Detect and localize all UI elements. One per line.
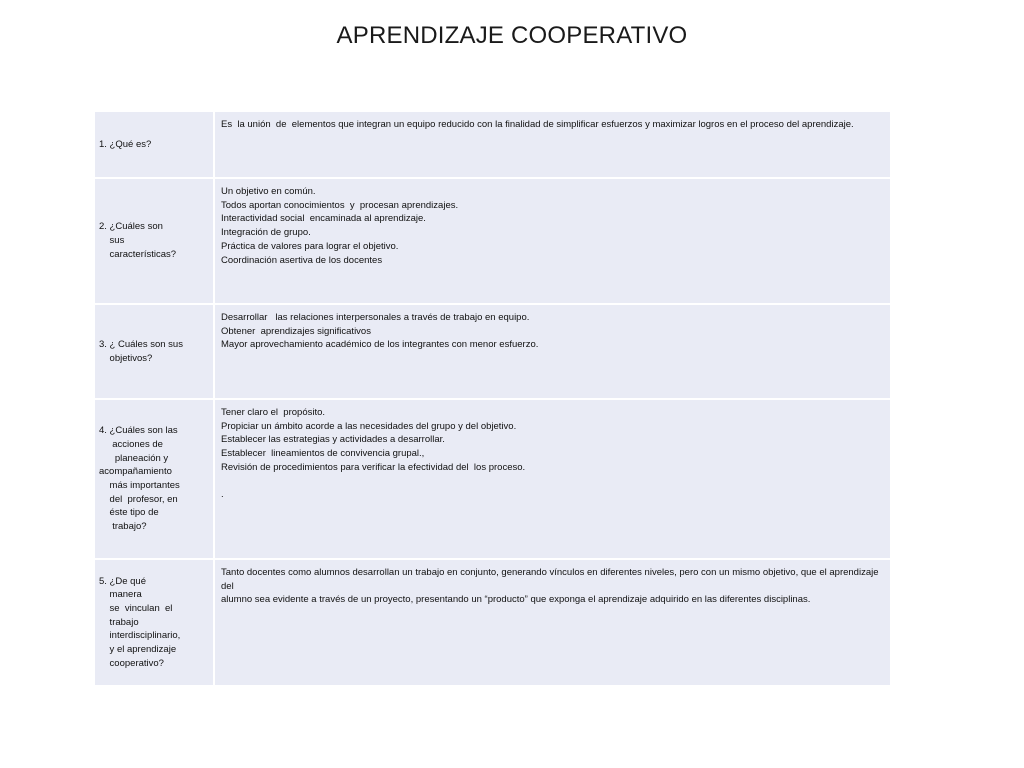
answer-text: Un objetivo en común. xyxy=(221,186,316,197)
question-text: más importantes xyxy=(99,480,180,491)
question-cell xyxy=(94,559,214,686)
question-text: 5. ¿De qué xyxy=(99,575,146,587)
content-table xyxy=(93,110,892,687)
question-text: planeación y xyxy=(99,452,169,464)
table-row xyxy=(94,399,891,559)
question-cell xyxy=(94,399,214,559)
answer-cell xyxy=(214,399,891,559)
page-title: APRENDIZAJE COOPERATIVO xyxy=(336,22,688,49)
question-text: manera xyxy=(99,589,142,601)
table-row xyxy=(94,304,891,399)
answer-text: Tanto docentes como alumnos desarrollan un trabajo en conjunto, generando vínculos en diferentes niveles, pero con un mismo objetivo, que el aprendizaje del xyxy=(221,567,882,592)
answer-cell xyxy=(214,559,891,686)
table-row xyxy=(94,559,891,686)
table-row xyxy=(94,178,891,304)
answer-cell xyxy=(214,111,891,178)
answer-text: Establecer las estrategias y actividades a desarrollar. xyxy=(221,434,445,446)
question-text: éste tipo de xyxy=(99,507,159,519)
question-text: sus xyxy=(99,235,125,247)
question-text: trabajo? xyxy=(99,521,147,533)
answer-text: Mayor aprovechamiento académico de los integrantes con menor esfuerzo. xyxy=(221,339,539,351)
question-text: 1. ¿Qué es? xyxy=(99,138,152,150)
answer-text: Desarrollar las relaciones interpersonales a través de trabajo en equipo. xyxy=(221,312,530,323)
question-text: interdisciplinario, xyxy=(99,630,181,642)
answer-text: Propiciar un ámbito acorde a las necesidades del grupo y del objetivo. xyxy=(221,420,517,432)
answer-text: Interactividad social encaminada al aprendizaje. xyxy=(221,213,426,225)
question-text: 3. ¿ Cuáles son sus xyxy=(99,338,183,350)
question-cell xyxy=(94,304,214,399)
answer-text: Revisión de procedimientos para verificar la efectividad del los proceso. xyxy=(221,461,526,473)
question-text: características? xyxy=(99,248,177,260)
answer-text: Todos aportan conocimientos y procesan aprendizajes. xyxy=(221,199,459,211)
answer-text: . xyxy=(221,489,224,501)
question-text: se vinculan el xyxy=(99,602,173,614)
answer-cell xyxy=(214,178,891,304)
answer-text: Práctica de valores para lograr el objetivo. xyxy=(221,240,399,252)
question-text: del profesor, en xyxy=(99,493,178,505)
table-row xyxy=(94,111,891,178)
question-text: acompañamiento xyxy=(99,466,172,478)
answer-text: Tener claro el propósito. xyxy=(221,407,326,418)
question-text: cooperativo? xyxy=(99,657,164,669)
question-cell xyxy=(94,111,214,178)
question-text: y el aprendizaje xyxy=(99,644,177,656)
answer-text: alumno sea evidente a través de un proyecto, presentando un “producto” que exponga el aprendizaje adquirido en las diferentes disciplinas. xyxy=(221,594,811,606)
answer-cell xyxy=(214,304,891,399)
question-text: objetivos? xyxy=(99,352,153,364)
answer-text: Integración de grupo. xyxy=(221,227,311,239)
answer-text: Obtener aprendizajes significativos xyxy=(221,325,371,337)
question-text: 4. ¿Cuáles son las xyxy=(99,425,178,437)
answer-text xyxy=(221,475,884,489)
question-cell xyxy=(94,178,214,304)
question-text: acciones de xyxy=(99,438,163,450)
answer-text: Coordinación asertiva de los docentes xyxy=(221,254,383,266)
answer-text: Es la unión de elementos que integran un equipo reducido con la finalidad de simplificar esfuerzos y maximizar logros en el proceso del aprendizaje. xyxy=(221,119,854,130)
question-text: trabajo xyxy=(99,616,139,628)
answer-text: Establecer lineamientos de convivencia grupal., xyxy=(221,448,425,460)
question-text: 2. ¿Cuáles son xyxy=(99,221,163,233)
